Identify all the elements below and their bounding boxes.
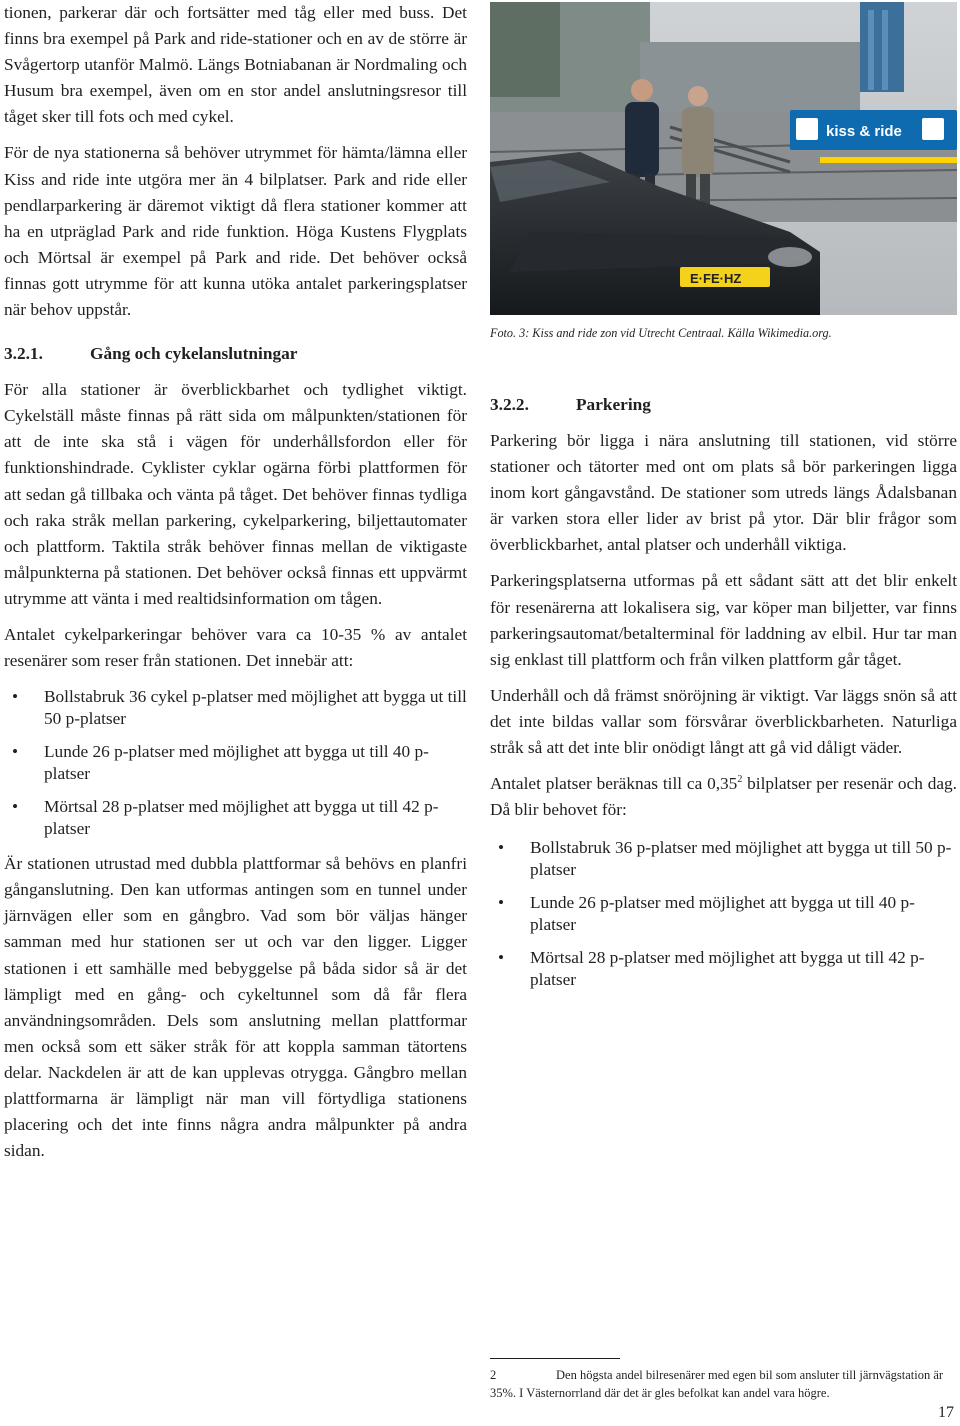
section-heading-3-2-2 [490, 392, 957, 418]
section-number: 3.2.1. [4, 344, 43, 364]
right-column [490, 392, 957, 1002]
sign-text: kiss & ride [826, 123, 902, 140]
parking-paragraph-3: Underhåll och då främst snöröjning är viktigt. Var läggs snön så att det inte bildas vallar som försvårar överblickbarheten. Naturliga stråk så att det inte blir onödigt långt att gå vid dåligt väder. [490, 685, 957, 758]
list-item: • Bollstabruk 36 cykel p-platser med möjlighet att bygga ut till 50 p-platser [12, 687, 467, 729]
page-number: 17 [938, 1404, 954, 1421]
photo-caption: Foto. 3: Kiss and ride zon vid Utrecht Centraal. Källa Wikimedia.org. [490, 326, 832, 340]
footnote-text: Den högsta andel bilresenärer med egen bil som ansluter till järnvägstation är 35%. I Västernorrland där det är gles befolkat kan andel vara högre. [490, 1368, 944, 1400]
list-item: • Lunde 26 p-platser med möjlighet att bygga ut till 40 p-platser [498, 893, 915, 935]
section-heading-3-2-1 [4, 341, 467, 367]
parking-paragraph-2: Parkeringsplatserna utformas på ett sådant sätt att det blir enkelt för resenärerna att lokalisera sig, var köper man biljetter, var finns parkeringsautomat/betalterminal för laddning av elbil. Hur tar man sig enklast till plattform och från vilken plattform går tåget. [490, 571, 957, 669]
list-item: • Lunde 26 p-platser med möjlighet att bygga ut till 40 p-platser [12, 742, 429, 784]
bullet-icon: • [498, 893, 505, 913]
footnote [490, 1366, 958, 1402]
footnote-reference: 2 [737, 774, 743, 786]
bullet-icon: • [12, 797, 19, 817]
bullet-icon: • [498, 838, 505, 858]
bullet-icon: • [12, 742, 19, 762]
footnote-divider [490, 1358, 620, 1359]
parking-paragraph-1: Parkering bör ligga i nära anslutning till stationen, vid större stationer och tätorter med ont om plats så bör parkeringen ligga inom kort gångavstånd. De stationer som utreds längs Ådalsbanan är varken stora eller lider av brist på ytor. Där blir frågor som överblickbarhet, antal platser och underhåll viktiga. [490, 431, 957, 555]
closing-paragraph: Är stationen utrustad med dubbla plattformar så behövs en planfri gånganslutning. Den kan utformas antingen som en tunnel under järnvägen eller som en gångbro. Vad som bör väljas hänger samman med hur stationen ser ut och var den ligger. Ligger stationen i ett samhälle med bebyggelse på båda sidor så är det lämpligt med en gång- och cykeltunnel som då får flera användningsområden. Dels som anslutning mellan plattformar men också som ett säker stråk för att koppla samman tätortens delar. Nackdelen är att de kan upplevas otrygga. Gångbro mellan plattformarna är lämpligt när man vill förtydliga stationens placering och det inte finns några andra målpunkter på andra sidan. [4, 854, 467, 1161]
car-parking-list [490, 837, 957, 991]
kiss-and-ride-photo [490, 2, 957, 315]
section-paragraph-2: Antalet cykelparkeringar behöver vara ca 10-35 % av antalet resenärer som reser från stationen. Det innebär att: [4, 624, 467, 671]
bullet-icon: • [498, 948, 505, 968]
bicycle-parking-list [4, 686, 467, 840]
parking-estimate-paragraph: Antalet platser beräknas till ca 0,35$^2$ bilplatser per resenär och dag. Då blir behovet för: [490, 774, 957, 820]
section-title: Parkering [576, 395, 651, 414]
list-item: • Mörtsal 28 p-platser med möjlighet att bygga ut till 42 p-platser [498, 948, 925, 990]
section-paragraph-1: För alla stationer är överblickbarhet och tydlighet viktigt. Cykelställ måste finnas på rätt sida om målpunkten/stationen för att de inte ska stå i vägen för underhållsfordon eller för funktionshindrade. Cyklister cyklar ogärna förbi plattformen för att sedan gå tillbaka och vänta på tåget. Det behöver finnas tydliga och raka stråk mellan parkering, cykelparkering, biljettautomater och plattform. Taktila stråk behöver finnas mellan de viktigaste målpunkterna på stationen. Det behöver också finnas ett uppvärmt utrymme att vänta i med realtidsinformation om tågen. [4, 380, 467, 608]
section-number: 3.2.2. [490, 395, 529, 414]
left-column [4, 0, 467, 1164]
section-title: Gång och cykelanslutningar [90, 344, 298, 364]
footnote-number: 2 [490, 1368, 497, 1382]
list-item: • Bollstabruk 36 p-platser med möjlighet att bygga ut till 50 p-platser [498, 838, 952, 880]
list-item: • Mörtsal 28 p-platser med möjlighet att bygga ut till 42 p-platser [12, 797, 439, 839]
license-plate: E·FE·HZ [690, 271, 742, 286]
intro-paragraph-1: tionen, parkerar där och fortsätter med tåg eller med buss. Det finns bra exempel på Park and ride-stationer och en av de större är Svågertorp utanför Malmö. Längs Botniabanan är Nordmaling och Husum bra exempel, även om en stor andel anslutningsresor till tåget sker till fots och med cykel. [4, 3, 467, 127]
bullet-icon: • [12, 687, 19, 707]
intro-paragraph-2: För de nya stationerna så behöver utrymmet för hämta/lämna eller Kiss and ride inte utgöra mer än 4 bilplatser. Park and ride eller pendlarparkering är däremot viktigt då flera stationer kommer att ha en utpräglad Park and ride funktion. Höga Kustens Flygplats och Mörtsal är exempel på Park and ride. Det behöver också finnas gott utrymme för att kunna utöka antalet parkeringsplatser när behov uppstår. [4, 143, 467, 320]
